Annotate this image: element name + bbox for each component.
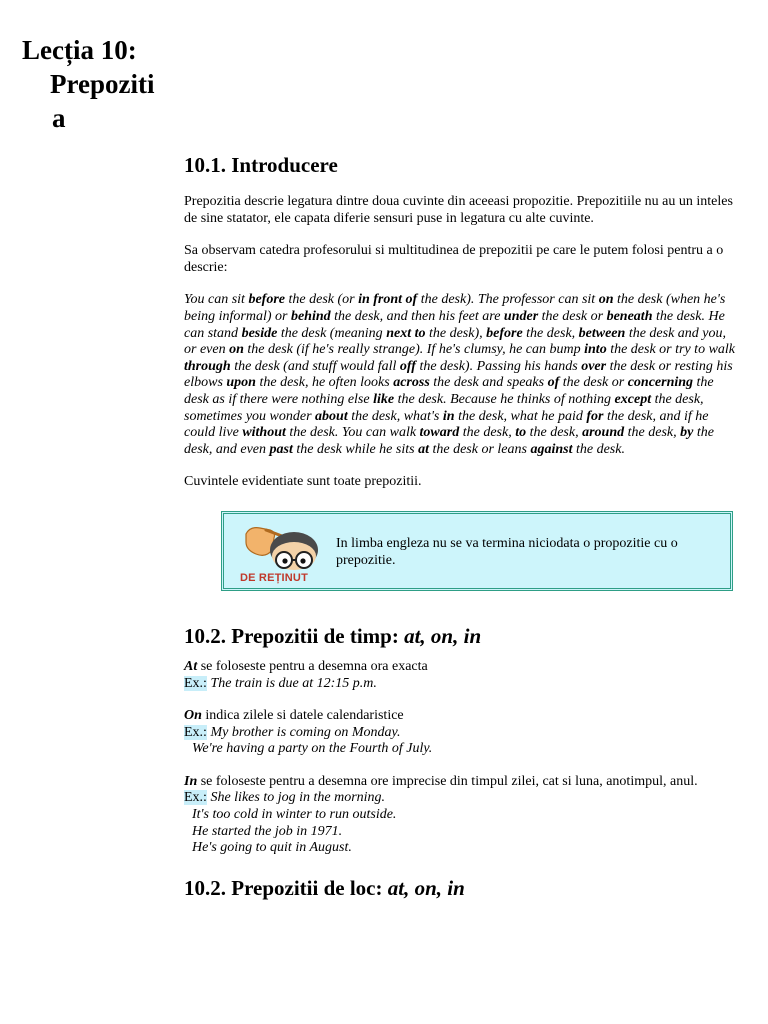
example-label: Ex.: (184, 790, 207, 806)
preposition-highlight: of (547, 375, 560, 391)
intro-paragraph-1: Prepozitia descrie legatura dintre doua cuvinte din aceeasi propozitie. Prepozitiile nu au un inteles de sine statator, ele capata diferie sensuri puse in legatura cu alte cuvinte. (184, 194, 733, 226)
on-example-2: We're having a party on the Fourth of July. (192, 741, 433, 757)
section-heading-prepozitii-loc (184, 873, 740, 903)
example-text-segment: the desk, (624, 425, 681, 441)
section-heading-loc-italic: at, on, in (387, 875, 465, 900)
example-text-segment: the desk), (425, 325, 487, 341)
example-text-segment: the desk, (522, 325, 579, 341)
reminder-badge: DE REȚINUT (240, 571, 308, 584)
example-text-segment: the desk as if there were nothing else (184, 375, 714, 407)
preposition-highlight: on (598, 292, 614, 308)
in-example-2: It's too cold in winter to run outside. (192, 807, 397, 823)
example-text-segment: the desk (if he's really strange). If he's clumsy, he can bump (243, 342, 585, 358)
example-text-segment: the desk or resting his elbows (184, 358, 733, 391)
lesson-content (184, 150, 740, 903)
preposition-highlight: behind (290, 308, 331, 324)
example-text-segment: the desk (when he's being informal) or (184, 292, 726, 324)
preposition-highlight: past (269, 441, 293, 457)
example-text-segment: the desk, (459, 425, 516, 441)
preposition-highlight: by (680, 425, 694, 441)
preposition-highlight: off (399, 358, 416, 374)
example-text-segment: the desk or (559, 375, 628, 391)
in-example (184, 790, 740, 856)
preposition-highlight: against (530, 441, 573, 457)
preposition-highlight: around (582, 425, 625, 441)
example-text-segment: You can sit (184, 292, 249, 308)
preposition-highlight: before (486, 325, 523, 341)
preposition-highlight: under (503, 308, 539, 324)
on-word: On (184, 708, 202, 724)
on-description (184, 708, 740, 725)
example-text-segment: the desk. You can walk (285, 425, 420, 441)
preposition-highlight: except (614, 391, 652, 407)
preposition-highlight: like (373, 391, 395, 407)
preposition-highlight: concerning (627, 375, 694, 391)
example-text-segment: the desk, sometimes you wonder (184, 391, 704, 424)
preposition-highlight: about (315, 408, 348, 424)
section-heading-timp-prefix: 10.2. Prepozitii de timp: (184, 623, 405, 648)
preposition-highlight: on (229, 342, 244, 358)
example-text-segment: the desk or leans (428, 441, 531, 457)
example-text-segment: the desk, and even (184, 425, 714, 457)
example-text-segment: the desk (and stuff would fall (230, 358, 400, 374)
example-label: Ex.: (184, 675, 207, 691)
in-example-4: He's going to quit in August. (192, 840, 352, 856)
preposition-highlight: to (515, 425, 527, 441)
example-text-segment: the desk). Passing his hands (415, 358, 582, 374)
in-description (184, 774, 740, 791)
example-text-segment: the desk. Because he thinks of nothing (394, 391, 615, 407)
thinking-character-icon (236, 520, 326, 588)
example-label: Ex.: (184, 724, 207, 740)
in-word: In (184, 773, 198, 789)
example-text-segment: the desk, and then his feet are (330, 308, 504, 324)
example-text-segment: the desk or (538, 308, 607, 324)
preposition-highlight: between (578, 325, 626, 341)
section-heading-prepozitii-timp (184, 621, 740, 651)
preposition-highlight: across (393, 375, 430, 391)
callout-text: In limba engleza nu se va termina niciodata o propozitie cu o prepozitie. (336, 535, 678, 568)
example-text-segment: the desk). The professor can sit (417, 292, 599, 308)
preposition-highlight: beneath (606, 308, 653, 324)
note-callout (221, 511, 733, 591)
example-text-segment: the desk or try to walk (606, 342, 736, 358)
preposition-highlight: in front of (358, 292, 418, 308)
example-text-segment: the desk and you, or even (184, 325, 727, 358)
section-heading-introducere: 10.1. Introducere (184, 153, 338, 177)
example-text-segment: the desk, and if he could live (184, 408, 709, 441)
example-text-segment: the desk and speaks (429, 375, 548, 391)
preposition-highlight: into (584, 342, 607, 358)
preposition-highlight: beside (241, 325, 278, 341)
lesson-title-line-1: Lecția 10: (22, 35, 137, 65)
on-example-1: My brother is coming on Monday. (210, 724, 401, 740)
on-example (184, 725, 740, 758)
lesson-title-line-3: a (52, 103, 66, 133)
at-word: At (184, 658, 198, 674)
example-text-segment: the desk, what he paid (454, 408, 587, 424)
preposition-highlight: without (242, 425, 286, 441)
in-example-1: She likes to jog in the morning. (210, 790, 386, 806)
preposition-highlight: at (418, 441, 429, 457)
at-example (184, 676, 740, 693)
at-description (184, 659, 740, 676)
example-text-segment: the desk (meaning (277, 325, 387, 341)
intro-paragraph-3: Cuvintele evidentiate sunt toate prepozitii. (184, 474, 422, 490)
section-heading-loc-prefix: 10.2. Prepozitii de loc: (184, 875, 388, 900)
example-text-segment: the desk, he often looks (255, 375, 394, 391)
lesson-title-line-2: Prepoziti (50, 69, 155, 99)
example-text-segment: the desk. He can stand (184, 308, 725, 341)
intro-paragraph-2: Sa observam catedra profesorului si multitudinea de prepozitii pe care le putem folosi pentru a o descrie: (184, 243, 724, 275)
preposition-highlight: through (184, 358, 231, 374)
example-text-segment: the desk (or (285, 292, 359, 308)
example-text-segment: the desk while he sits (292, 441, 419, 457)
example-text-segment: the desk. (572, 441, 625, 457)
at-desc-text: se foloseste pentru a desemna ora exacta (197, 658, 428, 674)
on-desc-text: indica zilele si datele calendaristice (201, 708, 404, 724)
preposition-highlight: toward (419, 425, 460, 441)
example-text-segment: the desk, what's (347, 408, 443, 424)
desk-example-paragraph (184, 292, 740, 458)
at-example-1: The train is due at 12:15 p.m. (210, 675, 377, 691)
preposition-highlight: for (586, 408, 604, 424)
example-text-segment: the desk, (526, 425, 583, 441)
in-desc-text: se foloseste pentru a desemna ore imprecise din timpul zilei, cat si luna, anotimpul, anul. (197, 773, 698, 789)
preposition-highlight: over (581, 358, 607, 374)
section-heading-timp-italic: at, on, in (404, 623, 482, 648)
preposition-highlight: before (248, 292, 285, 308)
lesson-title (22, 33, 182, 135)
preposition-highlight: upon (226, 375, 256, 391)
in-example-3: He started the job in 1971. (192, 823, 343, 839)
preposition-highlight: next to (386, 325, 426, 341)
preposition-highlight: in (442, 408, 455, 424)
